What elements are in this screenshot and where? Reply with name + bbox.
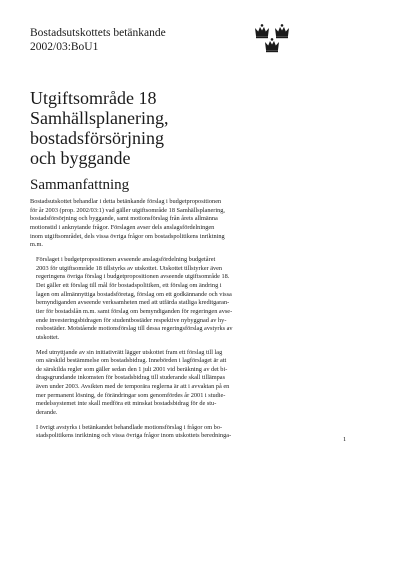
text-line: bostadsförsörjning och byggande, samt motionsförslag från årets allmänna [30,215,218,223]
text-line: 2003 för utgiftsområde 18 tillstyrks av utskottet. Utskottet tillstyrker även [36,264,223,272]
title-line: Utgiftsområde 18 [30,88,157,108]
text-line: lagen om allmännyttiga bostadsföretag, förslag om ett godkännande och vissa [36,290,232,298]
text-line: dragsgrundande inkomsten för bostadsbidrag till studerande skall tillämpas [36,374,226,382]
text-line: bemyndiganden avseende verksamheten med att utfärda statliga kreditgaran- [36,299,230,307]
text-line: de särskilda regler som gäller sedan den 1 juli 2001 vid beräkning av det bi- [36,365,228,373]
page-number: 1 [343,436,347,443]
text-line: m.m. [30,241,43,249]
text-line: ende investeringsbidragen för studentbostäder respektive nybyggnad av hy- [36,316,227,324]
report-number: 2002/03:BoU1 [30,41,99,53]
paragraph [30,198,276,250]
text-line: motionstid i anknytande frågor. Förslagen avser dels anslagsfördelningen [30,223,215,231]
paragraph [30,349,276,418]
text-line: om särskild bestämmelse om bostadsbidrag. Innebörden i lagförslaget är att [36,357,227,365]
text-line: Bostadsutskottet behandlar i detta betänkande förslag i budgetpropositionen [30,198,222,205]
text-line: inom utgiftsområdet, dels vissa övriga frågor om bostadspolitikens inriktning [30,232,225,240]
text-line: regeringens övriga förslag i budgetpropositionen avseende utgiftsområde 18. [36,273,230,281]
text-line: tier för bostadslån m.m. samt förslag om bemyndiganden för regeringen avse- [36,307,233,315]
document-title [30,88,168,168]
text-line: stadspolitikens inriktning och vissa övriga frågor inom utskottets beredninga- [36,432,232,440]
text-line: utskottet. [36,333,60,341]
paragraph [30,424,276,441]
text-line: Med utnyttjande av sin initiativrätt lägger utskottet fram ett förslag till lag [36,348,223,356]
title-line: Samhällsplanering, [30,108,169,128]
text-line: mer permanent lösning, de förändringar som genomfördes år 2001 i studie- [36,391,226,399]
report-series: Bostadsutskottets betänkande [30,27,166,39]
summary-body [30,198,276,447]
text-line: även under 2003. Avsikten med de temporära reglerna är att i avvaktan på en [36,383,230,391]
text-line: derande. [36,409,58,417]
text-line: Förslaget i budgetpropositionen avseende anslagsfördelning budgetåret [36,255,216,263]
text-line: I övrigt avstyrks i betänkandet behandlade motionsförslag i frågor om bo- [36,423,223,431]
section-heading: Sammanfattning [30,177,130,193]
title-line: och byggande [30,148,131,168]
title-line: bostadsförsörjning [30,128,164,148]
text-line: resbostäder. Motstående motionsförslag till dessa regeringsförslag avstyrks av [36,325,233,333]
text-line: medelssystemet inte skall medföra ett minskat bostadsbidrag för de stu- [36,400,217,408]
paragraph [30,256,276,343]
report-header [30,26,166,54]
text-line: Det gäller ett förslag till mål för bostadspolitiken, ett förslag om ändring i [36,281,222,289]
text-line: för år 2003 (prop. 2002/03:1) vad gäller utgiftsområde 18 Samhällsplanering, [30,206,225,214]
three-crowns-icon [252,22,292,54]
